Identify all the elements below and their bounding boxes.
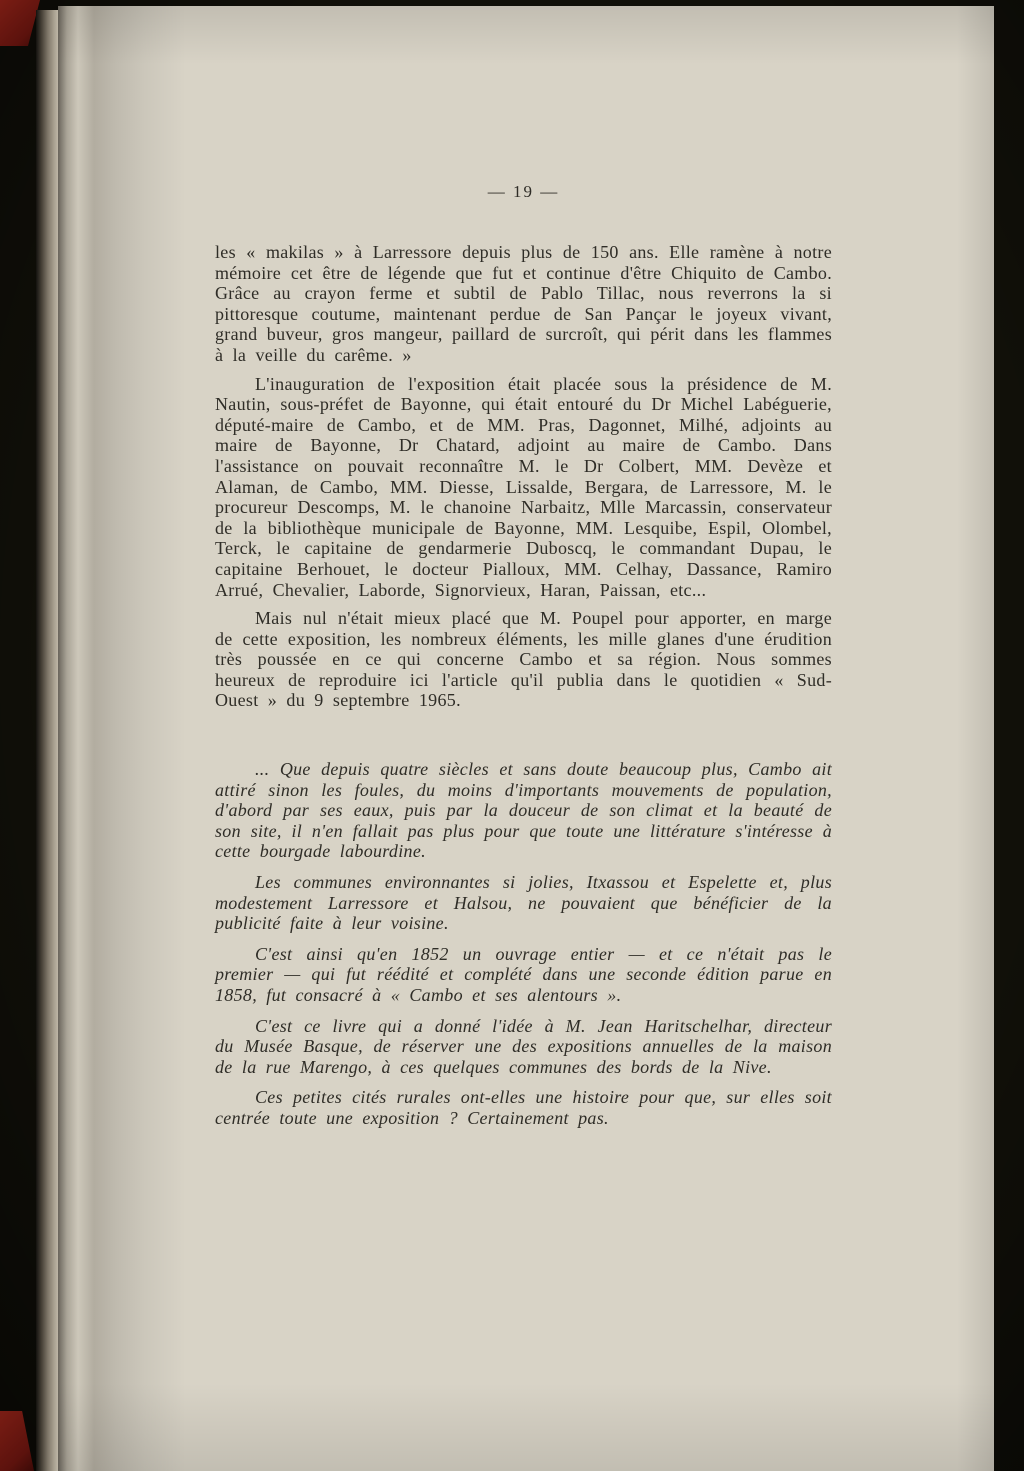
quote-paragraph: ... Que depuis quatre siècles et sans doute beaucoup plus, Cambo ait attiré sinon les foules, du moins d'importants mouvements de population, d'abord par ses eaux, puis par la douceur de son climat et la beauté de son site, il n'en fallait pas plus pour que toute une littérature s'intéresse à cette bourgade labourdine. bbox=[215, 759, 832, 862]
quote-paragraph: Les communes environnantes si jolies, Itxassou et Espelette et, plus modestement Larressore et Halsou, ne pouvaient que bénéficier de la publicité faite à leur voisine. bbox=[215, 872, 832, 934]
page-stack-edges bbox=[36, 10, 58, 1471]
page-number: — 19 — bbox=[487, 182, 560, 201]
red-cover-corner-top-left bbox=[0, 0, 40, 46]
paragraph: Mais nul n'était mieux placé que M. Poupel pour apporter, en marge de cette exposition, les nombreux éléments, les mille glanes d'une érudition très poussée en ce qui concerne Cambo et sa région. Nous sommes heureux de reproduire ici l'article qu'il publia dans le quotidien « Sud-Ouest » du 9 septembre 1965. bbox=[215, 608, 832, 711]
paragraph: les « makilas » à Larressore depuis plus de 150 ans. Elle ramène à notre mémoire cet être de légende que fut et continue d'être Chiquito de Cambo. Grâce au crayon ferme et subtil de Pablo Tillac, nous reverrons la si pittoresque coutume, maintenant perdue de San Pançar le joyeux vivant, grand buveur, gros mangeur, paillard de surcroît, qui périt dans les flammes à la veille du carême. » bbox=[215, 242, 832, 365]
quote-paragraph: Ces petites cités rurales ont-elles une histoire pour que, sur elles soit centrée toute une exposition ? Certainement pas. bbox=[215, 1087, 832, 1128]
red-cover-corner-bottom-left bbox=[0, 1411, 34, 1471]
text-column bbox=[215, 6, 832, 1139]
quote-paragraph: C'est ainsi qu'en 1852 un ouvrage entier — et ce n'était pas le premier — qui fut réédité et complété dans une seconde édition parue en 1858, fut consacré à « Cambo et ses alentours ». bbox=[215, 943, 832, 1005]
quote-paragraph: C'est ce livre qui a donné l'idée à M. Jean Haritschelhar, directeur du Musée Basque, de réserver une des expositions annuelles de la maison de la rue Marengo, à ces quelques communes des bords de la Nive. bbox=[215, 1015, 832, 1077]
quoted-article bbox=[215, 759, 832, 1129]
body-text bbox=[215, 242, 832, 1129]
book-page bbox=[58, 6, 994, 1471]
paragraph: L'inauguration de l'exposition était placée sous la présidence de M. Nautin, sous-préfet de Bayonne, qui était entouré du Dr Michel Labéguerie, député-maire de Cambo, et de MM. Pras, Dagonnet, Milhé, adjoints au maire de Bayonne, Dr Chatard, adjoint au maire de Cambo. Dans l'assistance on pouvait reconnaître M. le Dr Colbert, MM. Devèze et Alaman, de Cambo, MM. Diesse, Lissalde, Bergara, de Larressore, M. le procureur Descomps, M. le chanoine Narbaitz, Mlle Marcassin, conservateur de la bibliothèque municipale de Bayonne, MM. Lesquibe, Espil, Olombel, Terck, le capitaine de gendarmerie Duboscq, le commandant Dupau, le capitaine Berhouet, le docteur Pialloux, MM. Celhay, Dassance, Ramiro Arrué, Chevalier, Laborde, Signorvieux, Haran, Paissan, etc... bbox=[215, 373, 832, 600]
gutter-shadow bbox=[58, 6, 188, 1471]
